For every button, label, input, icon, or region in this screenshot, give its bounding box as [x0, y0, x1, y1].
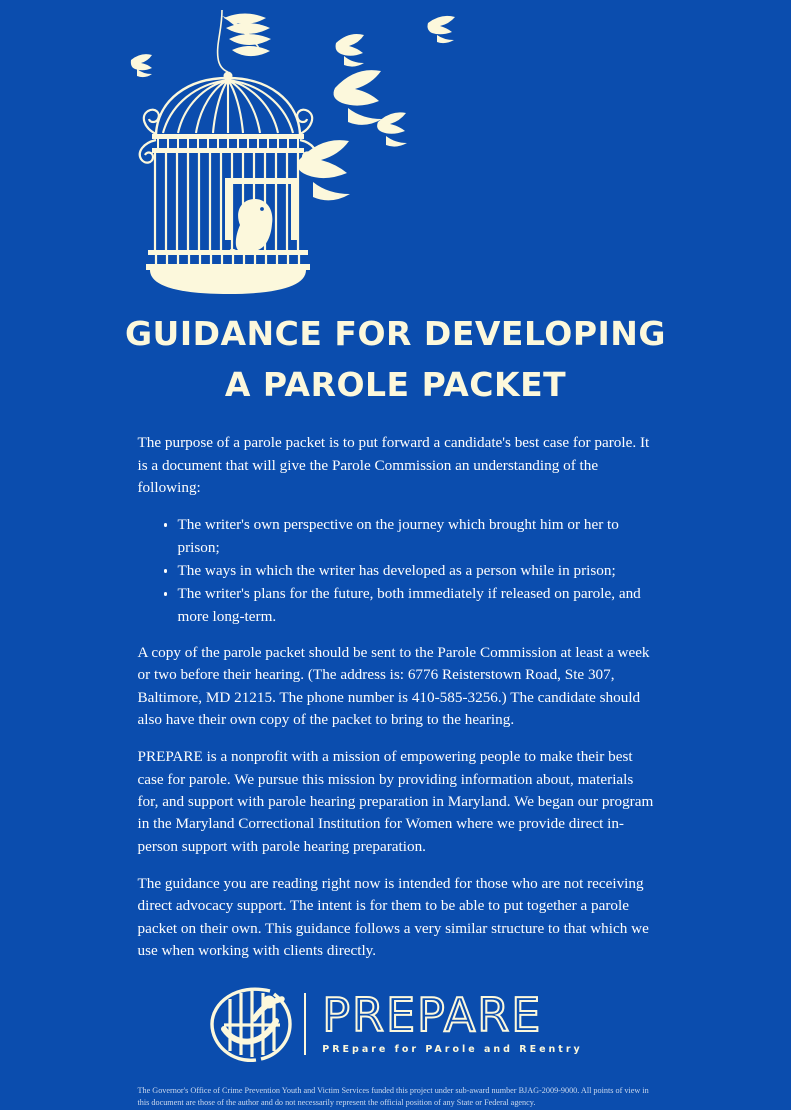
intro-paragraph: The purpose of a parole packet is to put forward a candidate's best case for parole. It is a document that will give the Parole Commission an understanding of the following:	[137, 434, 650, 496]
logo-wordmark: PREPARE	[322, 988, 543, 1042]
list-item: The writer's plans for the future, both immediately if released on parole, and more long-term.	[164, 583, 654, 628]
list-item: The ways in which the writer has developed as a person while in prison;	[164, 560, 654, 582]
title-line-2: A PAROLE PACKET	[224, 365, 567, 405]
list-item: The writer's own perspective on the journey which brought him or her to prison;	[164, 514, 654, 559]
title-line-1: GUIDANCE FOR DEVELOPING	[124, 314, 667, 353]
birdcage-illustration	[0, 0, 791, 300]
guidance-paragraph: The guidance you are reading right now is intended for those who are not receiving direct advocacy support. The intent is for them to be able to put together a parole packet on their own. This guidance follows a very similar structure to that which we use when working with clients directly.	[137, 875, 649, 960]
purpose-bullet-list	[138, 514, 654, 628]
footer-disclaimer: The Governor's Office of Crime Prevention Youth and Victim Services funded this project under sub-award number BJAG-2009-9000. All points of view in this document are those of the author and do not necessarily represent the official position of any State or Federal agency.	[137, 1085, 649, 1108]
mission-paragraph: PREPARE is a nonprofit with a mission of empowering people to make their best case for parole. We pursue this mission by providing information about, materials for, and support with parole hearing preparation in Maryland. We began our program in the Maryland Correctional Institution for Women where we provide direct in-person support with parole hearing preparation.	[137, 748, 654, 855]
document-body	[138, 410, 654, 962]
address-paragraph: A copy of the parole packet should be sent to the Parole Commission at least a week or two before their hearing. (The address is: 6776 Reisterstown Road, Ste 307, Baltimore, MD 21215. The phone number is 410-585-3256.) The candidate should also have their own copy of the packet to bring to the hearing.	[137, 644, 650, 729]
page-title	[0, 308, 791, 410]
hero-illustration	[0, 0, 791, 300]
logo-tagline: PREpare for PArole and REentry	[322, 1044, 583, 1055]
